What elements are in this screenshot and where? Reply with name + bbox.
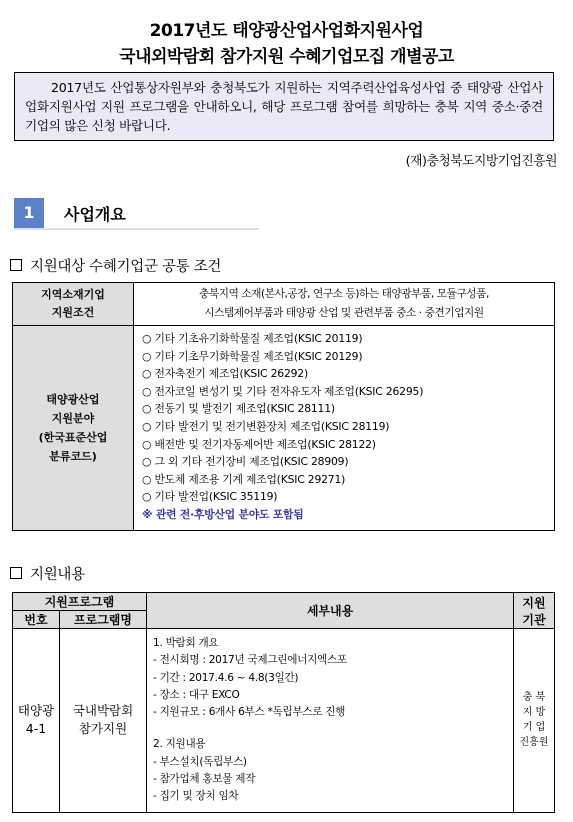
list-item: ○ 반도체 제조용 기계 제조업(KSIC 29271): [142, 472, 346, 486]
location-label-line1: 지역소재기업: [41, 288, 105, 301]
program-group-header: 지원프로그램: [13, 593, 147, 611]
location-label-cell: [13, 283, 134, 326]
agency-line: 지 방: [522, 707, 546, 719]
checkbox-square-icon: [10, 567, 22, 579]
section-number-badge: 1: [14, 198, 44, 228]
field-label-cell: [13, 326, 134, 531]
field-label-line2: 지원분야: [51, 411, 95, 425]
location-condition-line1: 충북지역 소재(본사,공장, 연구소 등)하는 태양광부품, 모듈구성품,: [199, 288, 489, 300]
program-name-line2: 참가지원: [78, 721, 128, 737]
eligibility-table: [12, 282, 555, 531]
list-item: ○ 기타 발전기 및 전기변환장치 제조업(KSIC 28119): [142, 419, 390, 433]
number-header: 번호: [13, 611, 60, 629]
eligibility-heading: [10, 255, 221, 276]
document-title-line2: 국내외박람회 참가지원 수혜기업모집 개별공고: [119, 47, 454, 67]
table-header-row: [13, 593, 555, 611]
location-label-line2: 지원조건: [51, 306, 95, 319]
agency-cell: [514, 629, 555, 813]
list-item: ○ 배전반 및 전기자동제어반 제조업(KSIC 28122): [142, 437, 376, 451]
program-name-cell: [60, 629, 147, 813]
support-table: [12, 592, 555, 813]
location-condition-line2: 시스템제어부품과 태양광 산업 및 관련부품 중소 · 중견기업지원: [204, 307, 484, 319]
agency-header-line1: 지원: [522, 595, 546, 610]
detail-line: - 부스설치(독립부스): [153, 755, 247, 768]
table-row: [13, 629, 555, 813]
location-condition-cell: [134, 283, 555, 326]
detail-line: - 장소 : 대구 EXCO: [153, 688, 240, 701]
detail-line: - 전시회명 : 2017년 국제그린에너지엑스포: [153, 654, 347, 667]
detail-spacer: [153, 721, 513, 736]
detail-line: 1. 박람회 개요: [153, 637, 219, 649]
list-item: ○ 전동기 및 발전기 제조업(KSIC 28111): [142, 402, 335, 416]
program-number-line2: 4-1: [25, 721, 47, 737]
field-note: ※ 관련 전·후방산업 분야도 포함됨: [142, 507, 304, 521]
detail-line: - 참가업체 홍보물 제작: [153, 773, 256, 786]
detail-line: - 기간 : 2017.4.6 ~ 4.8(3일간): [153, 671, 299, 684]
list-item: ○ 전자코일 변성기 및 기타 전자유도자 제조업(KSIC 26295): [142, 384, 424, 398]
document-title-line1: 2017년도 태양광산업사업화지원사업: [149, 21, 424, 41]
list-item: ○ 기타 기초유기화학물질 제조업(KSIC 20119): [142, 332, 363, 345]
section-underline: [14, 228, 259, 230]
section-title: 사업개요: [64, 205, 126, 224]
field-label-line3: (한국표준산업: [38, 430, 108, 444]
table-row: [13, 283, 555, 326]
checkbox-square-icon: [10, 259, 22, 271]
field-label-line4: 분류코드): [49, 449, 97, 463]
organization-name: (재)충청북도지방기업진흥원: [405, 154, 557, 169]
field-label-line1: 태양광산업: [46, 392, 100, 406]
field-list-cell: [134, 326, 555, 531]
support-heading-text: 지원내용: [30, 567, 85, 583]
program-details-cell: [147, 629, 514, 813]
table-row: [13, 326, 555, 531]
detail-line: - 지원규모 : 6개사 6부스 *독립부스로 진행: [153, 706, 346, 719]
list-item: ○ 기타 발전업(KSIC 35119): [142, 490, 278, 504]
list-item: ○ 전자축전기 제조업(KSIC 26292): [142, 367, 308, 381]
agency-line: 충 북: [522, 692, 546, 704]
program-number-cell: [13, 629, 60, 813]
intro-box: 2017년도 산업통상자원부와 충청북도가 지원하는 지역주력산업육성사업 중 태양광 산업사업화지원사업 지원 프로그램을 안내하오니, 해당 프로그램 참여를 희망하는 충북 지역 중소·중견기업의 많은 신청 바랍니다.: [14, 72, 554, 141]
agency-header-line2: 기관: [522, 612, 546, 627]
detail-line: 2. 지원내용: [153, 738, 206, 751]
agency-line: 기 업: [522, 722, 546, 734]
program-number-line1: 태양광: [17, 703, 55, 719]
details-header: 세부내용: [147, 593, 514, 629]
support-heading: [10, 563, 85, 584]
program-name-line1: 국내박람회: [72, 703, 134, 719]
detail-line: - 집기 및 장치 임차: [153, 790, 239, 803]
agency-header: [514, 593, 555, 629]
program-name-header: 프로그램명: [60, 611, 147, 629]
eligibility-heading-text: 지원대상 수혜기업군 공통 조건: [30, 259, 222, 275]
list-item: ○ 기타 기초무기화학물질 제조업(KSIC 20129): [142, 349, 363, 363]
agency-line: 진흥원: [519, 737, 549, 749]
list-item: ○ 그 외 기타 전기장비 제조업(KSIC 28909): [142, 455, 349, 469]
